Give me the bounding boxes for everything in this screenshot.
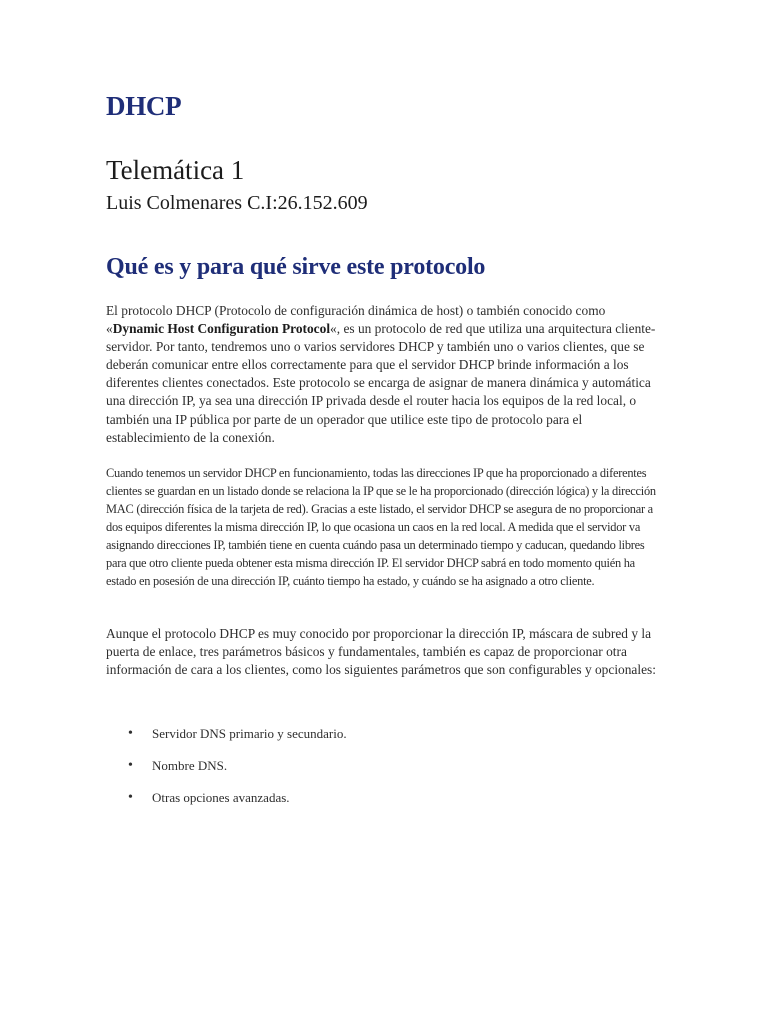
list-item bbox=[106, 756, 626, 788]
parameter-list bbox=[106, 724, 626, 820]
section-heading: Qué es y para qué sirve este protocolo bbox=[106, 254, 486, 280]
bullet-icon: • bbox=[128, 726, 133, 741]
paragraph-parameters: Aunque el protocolo DHCP es muy conocido por proporcionar la dirección IP, máscara de subred y la puerta de enlace, tres parámetros básicos y fundamentales, también es capaz de proporcionar otra información de cara a los clientes, como los siguientes parámetros que son configurables y opcionales: bbox=[106, 626, 656, 678]
bullet-icon: • bbox=[128, 758, 133, 773]
bold-term: Dynamic Host Configuration Protocol bbox=[112, 321, 331, 337]
document-author: Luis Colmenares C.I:26.152.609 bbox=[106, 192, 368, 214]
document-title: DHCP bbox=[106, 91, 182, 121]
list-item-text: Servidor DNS primario y secundario. bbox=[152, 726, 347, 741]
paragraph-text: El protocolo DHCP (Protocolo de configuración dinámica de host) o también conocido como « bbox=[106, 303, 606, 337]
paragraph-definition bbox=[106, 302, 662, 447]
paragraph-lease-table: Cuando tenemos un servidor DHCP en funcionamiento, todas las direcciones IP que ha proporcionado a diferentes clientes se guardan en un listado donde se relaciona la IP que se le ha proporcionado (dirección lógica) y la dirección MAC (dirección física de la tarjeta de red). Gracias a este listado, el servidor DHCP se asegura de no proporcionar a dos equipos diferentes la misma dirección IP, lo que ocasiona un caos en la red local. A medida que el servidor va asignando direcciones IP, también tiene en cuenta cuándo pasa un determinado tiempo y caducan, quedando libres para que otro cliente pueda obtener esta misma dirección IP. El servidor DHCP sabrá en todo momento quién ha estado en posesión de una dirección IP, cuánto tiempo ha estado, y cuándo se ha asignado a otro cliente. bbox=[106, 466, 656, 588]
document-subject: Telemática 1 bbox=[106, 155, 245, 185]
list-item bbox=[106, 788, 626, 820]
paragraph-text: «, es un protocolo de red que utiliza una arquitectura cliente-servidor. Por tanto, tendremos uno o varios servidores DHCP y también uno o varios clientes, que se deberán comunicar entre ellos correctamente para que el servidor DHCP brinde información a los diferentes clientes conectados. Este protocolo se encarga de asignar de manera dinámica y automática una dirección IP, ya sea una dirección IP privada desde el router hacia los equipos de la red local, o también una IP pública por parte de un operador que utilice este tipo de protocolo para el establecimiento de la conexión. bbox=[106, 321, 656, 445]
list-item bbox=[106, 724, 626, 756]
list-item-text: Otras opciones avanzadas. bbox=[152, 790, 290, 805]
bullet-icon: • bbox=[128, 790, 133, 805]
list-item-text: Nombre DNS. bbox=[152, 758, 228, 773]
